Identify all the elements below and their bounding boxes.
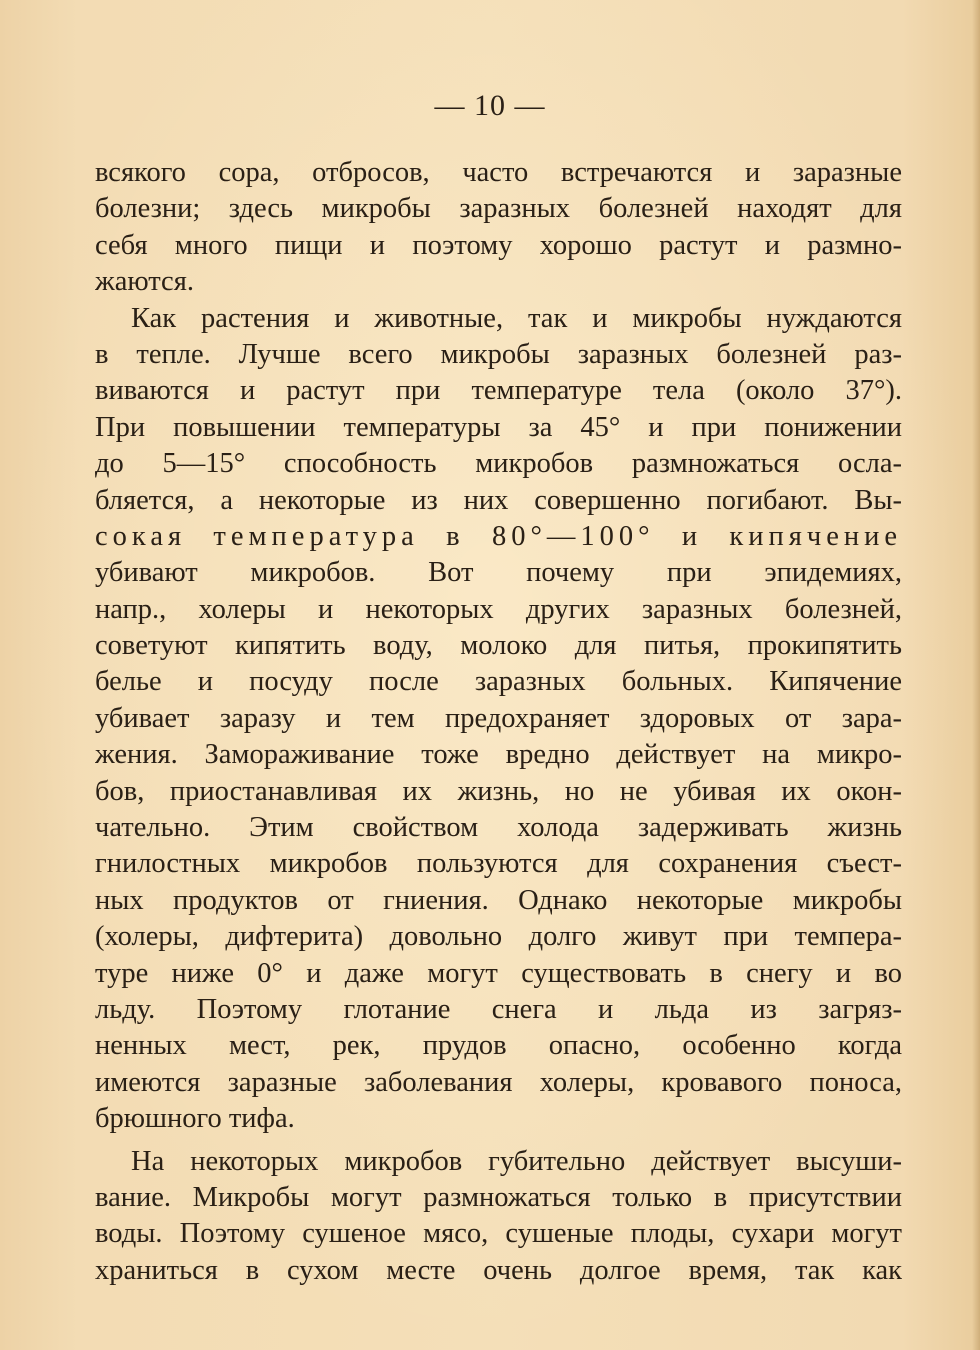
text-line: убивает заразу и тем предохраняет здоровых от зара- bbox=[95, 702, 902, 734]
text-line: жения. Замораживание тоже вредно действует на микро- bbox=[95, 739, 902, 771]
text-line: льду. Поэтому глотание снега и льда из загряз- bbox=[95, 993, 902, 1025]
text-line: храниться в сухом месте очень долгое время, так как bbox=[95, 1254, 902, 1286]
body-text bbox=[95, 155, 902, 1289]
text-line: имеются заразные заболевания холеры, кровавого поноса, bbox=[95, 1066, 902, 1098]
paragraph-first-line: На некоторых микробов губительно действует высуши- bbox=[131, 1145, 902, 1177]
text-line: виваются и растут при температуре тела (около 37°). bbox=[95, 375, 902, 407]
text-line: бляется, а некоторые из них совершенно погибают. Вы- bbox=[95, 484, 902, 516]
text-line: сокая температура в 80°—100° и кипячение bbox=[95, 520, 902, 552]
text-line: При повышении температуры за 45° и при понижении bbox=[95, 411, 902, 443]
text-line: бов, приостанавливая их жизнь, но не убивая их окон- bbox=[95, 775, 902, 807]
text-line: ненных мест, рек, прудов опасно, особенно когда bbox=[95, 1030, 902, 1062]
page-edge-shadow bbox=[972, 0, 980, 1350]
page-number: — 10 — bbox=[434, 89, 546, 122]
text-line: белье и посуду после заразных больных. Кипячение bbox=[95, 666, 902, 698]
text-line: советуют кипятить воду, молоко для питья, прокипятить bbox=[95, 630, 902, 662]
text-line: всякого сора, отбросов, часто встречаются и заразные bbox=[95, 157, 902, 188]
text-line: (холеры, дифтерита) довольно долго живут при темпера- bbox=[95, 921, 902, 953]
text-line: вание. Микробы могут размножаться только в присутствии bbox=[95, 1181, 902, 1213]
text-line: болезни; здесь микробы заразных болезней находят для bbox=[95, 193, 902, 225]
text-line: туре ниже 0° и даже могут существовать в снегу и во bbox=[95, 957, 902, 989]
text-line: жаются. bbox=[95, 266, 194, 298]
paragraph-first-line: Как растения и животные, так и микробы нуждаются bbox=[131, 302, 902, 334]
text-line: напр., холеры и некоторых других заразных болезней, bbox=[95, 593, 902, 625]
text-line: брюшного тифа. bbox=[95, 1103, 295, 1135]
text-line: гнилостных микробов пользуются для сохранения съест- bbox=[95, 848, 902, 880]
text-line: до 5—15° способность микробов размножаться осла- bbox=[95, 448, 902, 480]
text-line: чательно. Этим свойством холода задерживать жизнь bbox=[95, 812, 902, 844]
text-line: в тепле. Лучше всего микробы заразных болезней раз- bbox=[95, 338, 902, 370]
text-line: воды. Поэтому сушеное мясо, сушеные плоды, сухари могут bbox=[95, 1218, 902, 1250]
text-line: убивают микробов. Вот почему при эпидемиях, bbox=[95, 557, 902, 589]
text-line: ных продуктов от гниения. Однако некоторые микробы bbox=[95, 884, 902, 916]
text-line: себя много пищи и поэтому хорошо растут и размно- bbox=[95, 229, 902, 261]
